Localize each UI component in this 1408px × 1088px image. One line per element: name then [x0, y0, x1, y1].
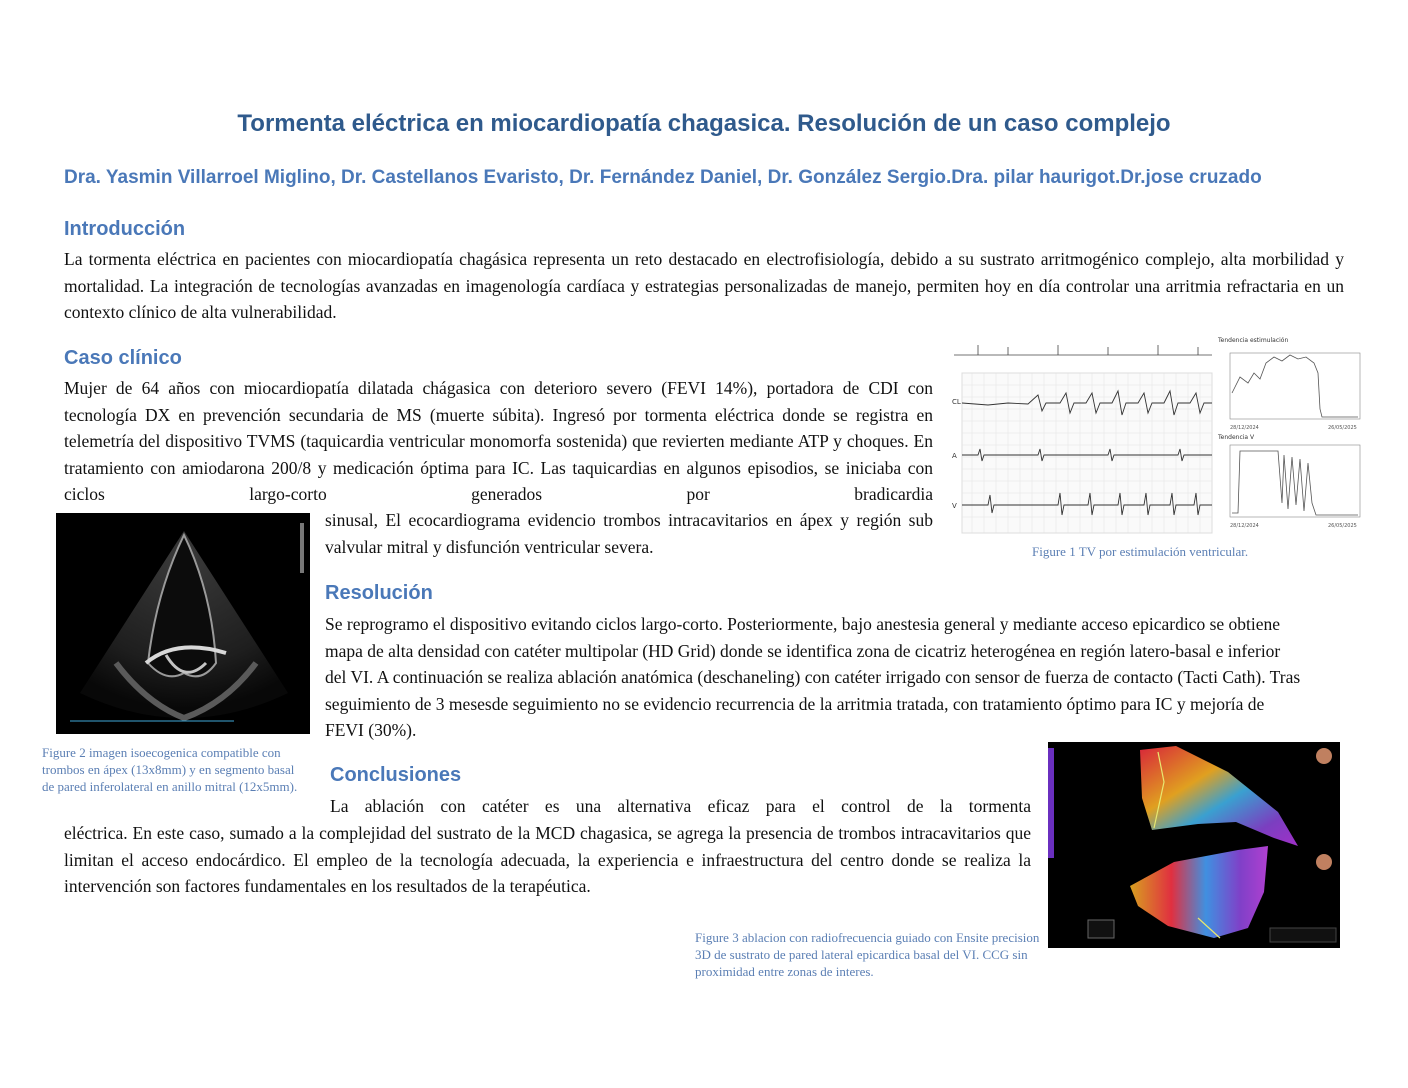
- vent-date-end: 26/05/2025: [1328, 523, 1357, 529]
- trend-date-start: 28/12/2024: [1230, 425, 1259, 431]
- caso-text-continued: sinusal, El ecocardiograma evidencio trombos intracavitarios en ápex y región sub valvular mitral y disfunción ventricular severa.: [325, 510, 933, 557]
- telemetry-graphic: [948, 333, 1364, 537]
- figure-2-echocardiogram: [56, 513, 310, 734]
- intro-text: La tormenta eléctrica en pacientes con miocardiopatía chagásica representa un reto destacado en electrofisiología, debido a su sustrato arritmogénico complejo, alta morbilidad y mortalidad. La integración de tecnologías avanzadas en imagenología cardíaca y estrategias personalizadas de manejo, permiten hoy en día controlar una arritmia refractaria en un contexto clínico de alta vulnerabilidad.: [64, 249, 1344, 322]
- figure-2-caption: Figure 2 imagen isoecogenica compatible con trombos en ápex (13x8mm) y en segmento basal de pared inferolateral en anillo mitral (12x5mm).: [42, 745, 298, 794]
- ensite-graphic: [1048, 742, 1340, 948]
- vent-date-start: 28/12/2024: [1230, 523, 1259, 529]
- resolucion-text: Se reprogramo el dispositivo evitando ciclos largo-corto. Posteriormente, bajo anestesia general y mediante acceso epicardico se obtiene mapa de alta densidad con catéter multipolar (HD Grid) donde se identifica zona de cicatriz heterogénea en región latero-basal e inferior del VI. A continuación se realiza ablación anatómica (deschaneling) con catéter irrigado con sensor de fuerza de contacto (Tacti Cath). Tras seguimiento de 3 mesesde seguimiento no se evidencio recurrencia de la arritmia tratada, con tratamiento óptimo para IC y mejoría de FEVI (30%).: [325, 614, 1301, 740]
- ecg-grid: [962, 373, 1212, 533]
- lead-cl-label: CL: [952, 398, 961, 406]
- figure-1-telemetry: [948, 333, 1364, 537]
- lead-a-label: A: [952, 452, 957, 460]
- trend-chart-top: [1230, 353, 1360, 419]
- echo-graphic: [56, 513, 310, 734]
- resolucion-heading: Resolución: [325, 582, 433, 604]
- caso-text: Mujer de 64 años con miocardiopatía dilatada chágasica con deterioro severo (FEVI 14%), portadora de CDI con tecnología DX en prevención secundaria de MS (muerte súbita). Ingresó por tormenta eléctrica donde se registra en telemetría del dispositivo TVMS (taquicardia ventricular monomorfa sostenida) que revierten mediante ATP y choques. En tratamiento con amiodarona 200/8 y medicación óptima para IC. Las taquicardias en algunos episodios, se iniciaba con ciclos largo-corto generados por bradicardia: [64, 378, 933, 504]
- vent-trend-title: Tendencia V: [1218, 434, 1255, 441]
- conclusiones-heading: Conclusiones: [330, 764, 462, 786]
- figure-3-caption: Figure 3 ablacion con radiofrecuencia guiado con Ensite precision 3D de sustrato de pared lateral epicardica basal del VI. CCG sin proximidad entre zonas de interes.: [695, 930, 1040, 979]
- poster-title: Tormenta eléctrica en miocardiopatía chagasica. Resolución de un caso complejo: [237, 110, 1171, 137]
- caso-heading: Caso clínico: [64, 347, 182, 369]
- conclusiones-text-first: La ablación con catéter es una alternativa eficaz para el control de la tormenta: [330, 796, 1031, 816]
- trend-title: Tendencia estimulación: [1218, 337, 1289, 344]
- figure-3-ensite-map: [1048, 742, 1340, 948]
- trend-chart-bottom: [1230, 445, 1360, 517]
- intro-heading: Introducción: [64, 218, 186, 240]
- figure-1-caption: Figure 1 TV por estimulación ventricular.: [1032, 544, 1249, 559]
- lead-v-label: V: [952, 502, 957, 510]
- conclusiones-text: eléctrica. En este caso, sumado a la complejidad del sustrato de la MCD chagasica, se agrega la presencia de trombos intracavitarios que limitan el acceso endocárdico. El empleo de la tecnología adecuada, la experiencia e infraestructura del centro donde se realiza la intervención son factores fundamentales en los resultados de la terapéutica.: [64, 823, 1031, 896]
- trend-date-end: 26/05/2025: [1328, 425, 1357, 431]
- authors-line: Dra. Yasmin Villarroel Miglino, Dr. Castellanos Evaristo, Dr. Fernández Daniel, Dr. González Sergio.Dra. pilar haurigot.Dr.jose cruzado: [64, 167, 1262, 188]
